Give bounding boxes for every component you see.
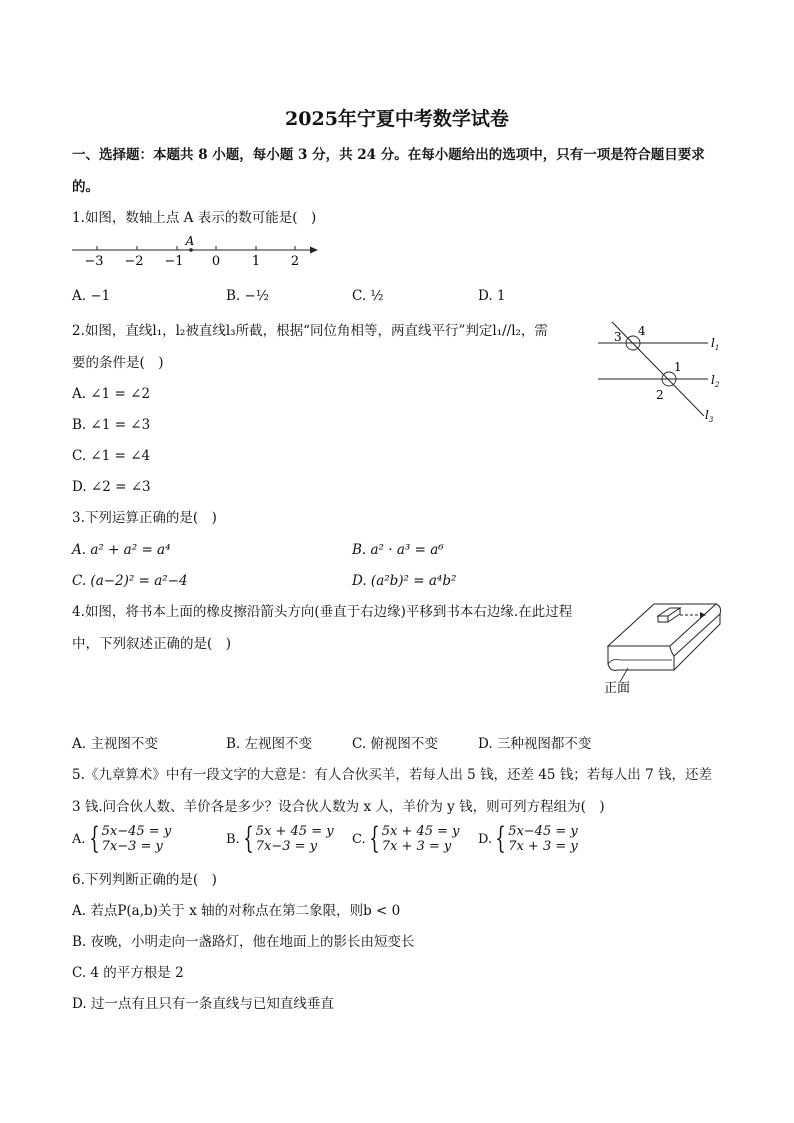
option-letter: C. [352,831,366,847]
q2-stem-line1: 2.如图，直线l₁，l₂被直线l₃所截，根据“同位角相等，两直线平行”判定l₁//l₂，需 [72,323,548,339]
q3-stem: 3.下列运算正确的是( ) [72,510,217,526]
move-arrow-head [700,612,706,618]
q1-option-a: A. −1 [72,288,111,304]
book-figure [598,598,728,698]
q1-option-b: B. −½ [226,288,269,304]
q4-option-b: B. 左视图不变 [226,736,313,752]
q2-option-b: B. ∠1 = ∠3 [72,417,151,433]
point-a-label: A [185,234,195,248]
tick-label: −2 [124,254,144,268]
point-a-dot [189,248,193,252]
brace-icon: { [88,821,100,856]
q6-stem: 6.下列判断正确的是( ) [72,872,217,888]
tick-label: 2 [290,254,300,268]
q4-option-c: C. 俯视图不变 [352,736,438,752]
q4-stem-line2: 中，下列叙述正确的是( ) [72,636,232,652]
q3-option-d: D. (a²b)² = a⁴b² [352,573,457,589]
option-letter: B. [226,831,240,847]
front-label: 正面 [604,681,631,696]
equation-1: 5x−45 = y [101,824,172,839]
q6-option-d: D. 过一点有且只有一条直线与已知直线垂直 [72,996,334,1012]
page-title: 2025年宁夏中考数学试卷 [285,108,509,130]
equation-1: 5x + 45 = y [255,824,334,839]
angle-2-label: 2 [656,388,664,402]
book-top-face [608,604,716,646]
number-line-arrow [310,247,318,254]
q5-option-d [478,821,578,856]
eraser-front [658,616,668,622]
tick-label: 1 [251,254,261,268]
tick-label: −1 [164,254,184,268]
q1-option-c: C. ½ [352,288,384,304]
q2-stem-line2: 要的条件是( ) [72,355,164,371]
q4-stem-line1: 4.如图，将书本上面的橡皮擦沿箭头方向(垂直于右边缘)平移到书本右边缘.在此过程 [72,604,573,620]
q3-option-c: C. (a−2)² = a²−4 [72,573,188,589]
book-side-face [674,614,720,670]
q6-option-a: A. 若点P(a,b)关于 x 轴的对称点在第二象限，则b < 0 [72,903,401,919]
q1-stem: 1.如图，数轴上点 A 表示的数可能是( ) [72,210,317,226]
q3-option-a: A. a² + a² = a⁴ [72,542,171,558]
book-spine-curve [608,660,672,665]
equation-2: 7x−3 = y [255,839,318,854]
angle-4-label: 4 [638,324,646,338]
option-letter: D. [478,831,493,847]
equation-1: 5x−45 = y [508,824,578,839]
parallel-lines-figure [590,316,730,432]
tick-label: 0 [211,254,221,268]
q5-option-b [226,821,334,856]
tick-label: −3 [84,254,104,268]
q4-option-a: A. 主视图不变 [72,736,158,752]
section-header-line1: 一、选择题：本题共 8 小题，每小题 3 分，共 24 分。在每小题给出的选项中，只有一项是符合题目要求 [72,147,705,163]
q4-option-d: D. 三种视图都不变 [478,736,592,752]
l2-label: $l_2$ [711,373,720,389]
q1-option-d: D. 1 [478,288,506,304]
number-line-ticks [97,246,295,250]
equation-2: 7x + 3 = y [381,839,452,854]
brace-icon: { [495,821,506,856]
q2-option-c: C. ∠1 = ∠4 [72,448,151,464]
q6-option-c: C. 4 的平方根是 2 [72,965,184,981]
q2-option-d: D. ∠2 = ∠3 [72,479,151,495]
number-line-figure [66,234,326,268]
brace-icon: { [242,821,254,856]
q5-option-a [72,821,172,856]
book-front-face [608,646,674,670]
section-header-line2: 的。 [72,179,99,195]
option-letter: A. [72,831,86,847]
angle-1-label: 1 [674,360,682,374]
q5-stem-line1: 5.《九章算术》中有一段文字的大意是：有人合伙买羊，若每人出 5 钱，还差 45 钱；若每人出 7 钱，还差 [72,767,712,783]
q6-option-b: B. 夜晚，小明走向一盏路灯，他在地面上的影长由短变长 [72,934,415,950]
angle-3-label: 3 [614,330,622,344]
q3-option-b: B. a² · a³ = a⁶ [352,542,444,558]
brace-icon: { [368,821,380,856]
q5-option-c [352,821,460,856]
q2-option-a: A. ∠1 = ∠2 [72,386,151,402]
l1-label: $l_1$ [711,336,720,352]
equation-2: 7x + 3 = y [508,839,578,854]
l3-label: $l_3$ [705,408,714,424]
equation-2: 7x−3 = y [101,839,163,854]
equation-1: 5x + 45 = y [381,824,460,839]
q5-stem-line2: 3 钱.问合伙人数、羊价各是多少？设合伙人数为 x 人，羊价为 y 钱，则可列方程组为( ) [72,799,605,815]
